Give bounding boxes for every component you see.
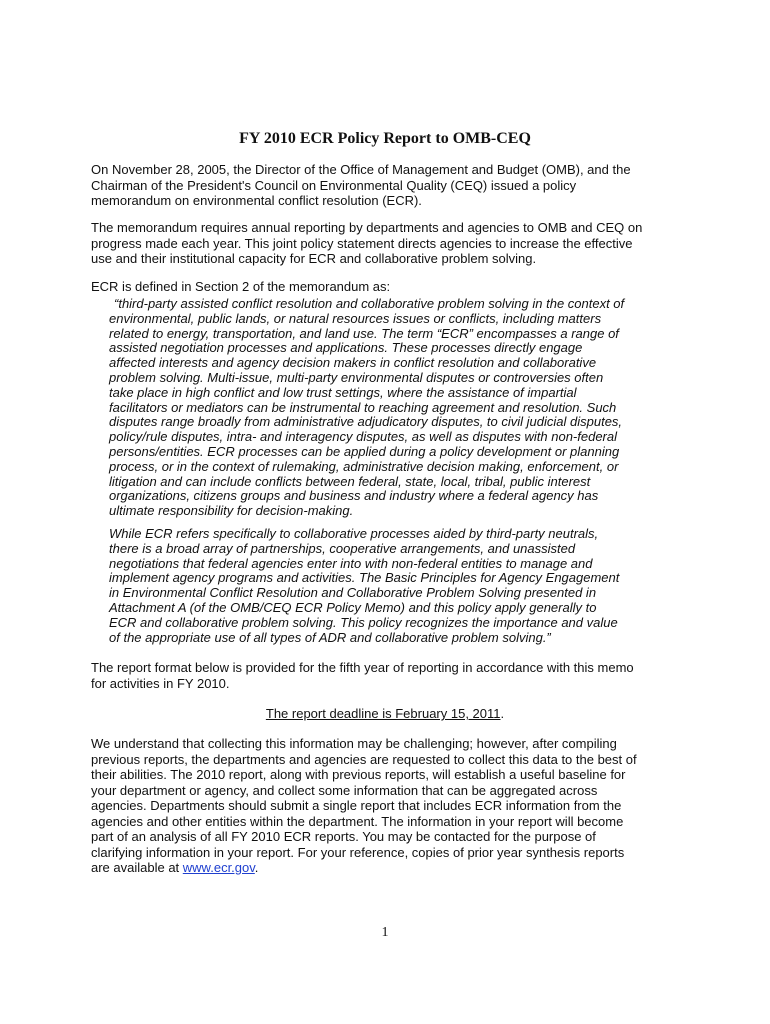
intro-line: On November 28, 2005, the Director of the Office of Management and Budget (OMB), and the <box>91 162 631 177</box>
requirements-line: The memorandum requires annual reporting by departments and agencies to OMB and CEQ on <box>91 220 643 235</box>
requirements-paragraph <box>91 220 691 267</box>
quote-line: problem solving. Multi-issue, multi-party environmental disputes or controversies often <box>109 369 604 385</box>
report-format-line: for activities in FY 2010. <box>91 675 230 691</box>
quote-line: of the appropriate use of all types of ADR and collaborative problem solving.” <box>109 629 551 645</box>
quote-line: take place in high conflict and low trust settings, where the assistance of impartial <box>109 384 577 400</box>
collection-last-line-suffix: . <box>254 860 259 875</box>
quote-line: While ECR refers specifically to collaborative processes aided by third-party neutrals, <box>109 526 599 541</box>
collection-line: your department or agency, and collect some information that can be aggregated across <box>91 782 598 798</box>
quote-line: persons/entities. ECR processes can be applied during a policy development or planning <box>109 443 620 459</box>
report-deadline <box>0 706 770 722</box>
collection-line: clarifying information in your report. For your reference, copies of prior year synthesis reports <box>91 844 625 860</box>
requirements-line: progress made each year. This joint policy statement directs agencies to increase the effective <box>91 235 633 251</box>
quote-line: affected interests and agency decision makers in conflict resolution and collaborative <box>109 355 597 371</box>
quote-line: litigation and can include conflicts between federal, state, local, tribal, public interest <box>109 473 591 489</box>
page-number: 1 <box>381 925 389 940</box>
ecr-website-link[interactable]: www.ecr.gov <box>182 860 255 875</box>
quote-line: ultimate responsibility for decision-making. <box>109 503 354 519</box>
collection-line: previous reports, the departments and agencies are requested to collect this data to the best of <box>91 751 637 767</box>
requirements-line: use and their institutional capacity for ECR and collaborative problem solving. <box>91 251 537 266</box>
quote-line: related to energy, transportation, and land use. The term “ECR” encompasses a range of <box>109 325 619 341</box>
quote-line: disputes range broadly from administrative adjudicatory disputes, to civil judicial disputes, <box>109 414 623 430</box>
collection-last-line-prefix: are available at <box>91 860 183 875</box>
quote-line: organizations, citizens groups and business and industry where a federal agency has <box>109 488 599 504</box>
quote-line: negotiations that federal agencies enter into with non-federal entities to manage and <box>109 555 593 571</box>
collection-paragraph <box>91 736 691 876</box>
intro-line: memorandum on environmental conflict resolution (ECR). <box>91 193 422 208</box>
quote-line: environmental, public lands, or natural resources issues or conflicts, including matters <box>109 310 602 326</box>
collection-line: agencies and other entities within the department. The information in your report will become <box>91 813 624 829</box>
quote-line: Attachment A (of the OMB/CEQ ECR Policy Memo) and this policy apply generally to <box>109 599 597 615</box>
ecr-definition-intro: ECR is defined in Section 2 of the memorandum as: <box>91 279 391 294</box>
ecr-definition-quote <box>109 297 669 519</box>
collection-line: their abilities. The 2010 report, along with previous reports, will establish a useful baseline for <box>91 767 626 782</box>
collection-last-line <box>91 860 691 876</box>
collection-line: We understand that collecting this information may be challenging; however, after compiling <box>91 736 617 751</box>
deadline-text: The report deadline is February 15, 2011 <box>265 706 501 721</box>
quote-line: there is a broad array of partnerships, cooperative arrangements, and unassisted <box>109 540 576 556</box>
report-format-line: The report format below is provided for the fifth year of reporting in accordance with this memo <box>91 660 634 675</box>
quote-line: implement agency programs and activities. The Basic Principles for Agency Engagement <box>109 570 620 586</box>
collection-line: agencies. Departments should submit a single report that includes ECR information from the <box>91 798 622 813</box>
quote-line: facilitators or mediators can be instrumental to reaching agreement and resolution. Such <box>109 399 617 415</box>
quote-line: policy/rule disputes, intra- and interagency disputes, as well as disputes with non-federal <box>109 429 617 445</box>
document-title: FY 2010 ECR Policy Report to OMB-CEQ <box>239 130 531 147</box>
intro-paragraph <box>91 162 691 209</box>
quote-line: ECR and collaborative problem solving. This policy recognizes the importance and value <box>109 614 618 630</box>
collection-line: part of an analysis of all FY 2010 ECR reports. You may be contacted for the purpose of <box>91 829 596 844</box>
ecr-definition-quote-continued <box>109 527 669 645</box>
intro-line: Chairman of the President's Council on Environmental Quality (CEQ) issued a policy <box>91 177 577 193</box>
quote-line: process, or in the context of rulemaking, administrative decision making, enforcement, or <box>109 458 619 474</box>
report-format-paragraph <box>91 660 691 691</box>
quote-line: “third-party assisted conflict resolution and collaborative problem solving in the context of <box>114 296 625 311</box>
quote-line: assisted negotiation processes and applications. These processes directly engage <box>109 340 583 356</box>
deadline-period: . <box>500 706 505 721</box>
quote-line: in Environmental Conflict Resolution and Collaborative Problem Solving presented in <box>109 585 597 601</box>
